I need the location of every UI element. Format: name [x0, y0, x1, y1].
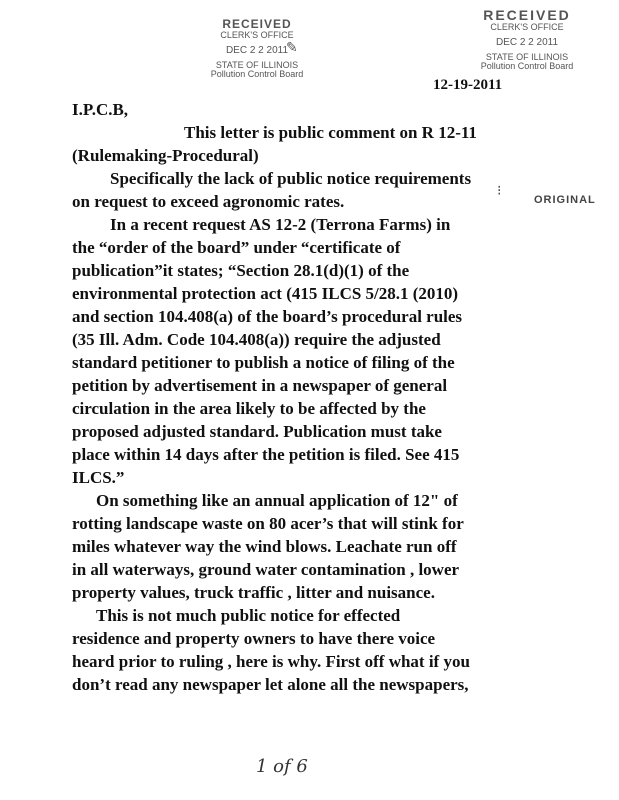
letter-line: Specifically the lack of public notice requirements: [110, 169, 472, 188]
letter-line: This letter is public comment on R 12-11: [184, 123, 477, 142]
letter-line: (Rulemaking-Procedural): [72, 146, 259, 165]
handwritten-initials: ✎: [286, 41, 298, 56]
stamp-left-line2: CLERK'S OFFICE: [220, 29, 294, 40]
stamp-left-line1: RECEIVED: [222, 17, 292, 31]
received-stamp-left: [182, 18, 332, 79]
page-number: 1 of 6: [256, 756, 308, 777]
letter-line: (35 Ill. Adm. Code 104.408(a)) require the adjusted: [72, 330, 441, 349]
letter-line: proposed adjusted standard. Publication must take: [72, 422, 442, 441]
stamp-right-date: DEC 2 2 2011: [495, 37, 559, 49]
letter-line: and section 104.408(a) of the board’s procedural rules: [72, 307, 463, 326]
stamp-left-date: DEC 2 2 2011: [225, 45, 289, 57]
letter-line: the “order of the board” under “certificate of: [72, 238, 401, 257]
letter-line: environmental protection act (415 ILCS 5/28.1 (2010): [72, 284, 459, 303]
stamp-right-line4: Pollution Control Board: [480, 61, 574, 72]
stamp-right-line3: STATE OF ILLINOIS: [485, 51, 569, 62]
letter-line: in all waterways, ground water contamination , lower: [72, 560, 460, 579]
stamp-left-line3: STATE OF ILLINOIS: [215, 59, 299, 70]
letter-line: rotting landscape waste on 80 acer’s that will stink for: [72, 514, 464, 533]
letter-line: property values, truck traffic , litter and nuisance.: [72, 583, 435, 602]
original-mark: ORIGINAL: [534, 194, 596, 206]
letter-line: On something like an annual application of 12" of: [96, 491, 458, 510]
letter-line: circulation in the area likely to be affected by the: [72, 399, 426, 418]
docket-date: 12-19-2011: [433, 77, 503, 93]
letter-line: heard prior to ruling , here is why. First off what if you: [72, 652, 470, 671]
letter-line: residence and property owners to have there voice: [72, 629, 436, 648]
letter-line: standard petitioner to publish a notice of filing of the: [72, 353, 455, 372]
letter-line: don’t read any newspaper let alone all the newspapers,: [72, 675, 469, 694]
letter-line: publication”it states; “Section 28.1(d)(1) of the: [72, 261, 410, 280]
stamp-right-line1: RECEIVED: [483, 7, 571, 23]
letter-body: [72, 98, 612, 696]
salutation: I.P.C.B,: [72, 100, 129, 119]
received-stamp-right: [462, 8, 592, 72]
margin-mark: ⁝: [497, 184, 502, 199]
letter-line: This is not much public notice for effected: [96, 606, 401, 625]
stamp-left-line4: Pollution Control Board: [210, 68, 304, 79]
letter-line: place within 14 days after the petition is filed. See 415: [72, 445, 460, 464]
letter-line: on request to exceed agronomic rates.: [72, 192, 345, 211]
letter-line: miles whatever way the wind blows. Leachate run off: [72, 537, 457, 556]
letter-line: In a recent request AS 12-2 (Terrona Farms) in: [110, 215, 451, 234]
letter-line: ILCS.”: [72, 468, 125, 487]
letter-line: petition by advertisement in a newspaper of general: [72, 376, 448, 395]
stamp-right-line2: CLERK'S OFFICE: [490, 21, 564, 32]
